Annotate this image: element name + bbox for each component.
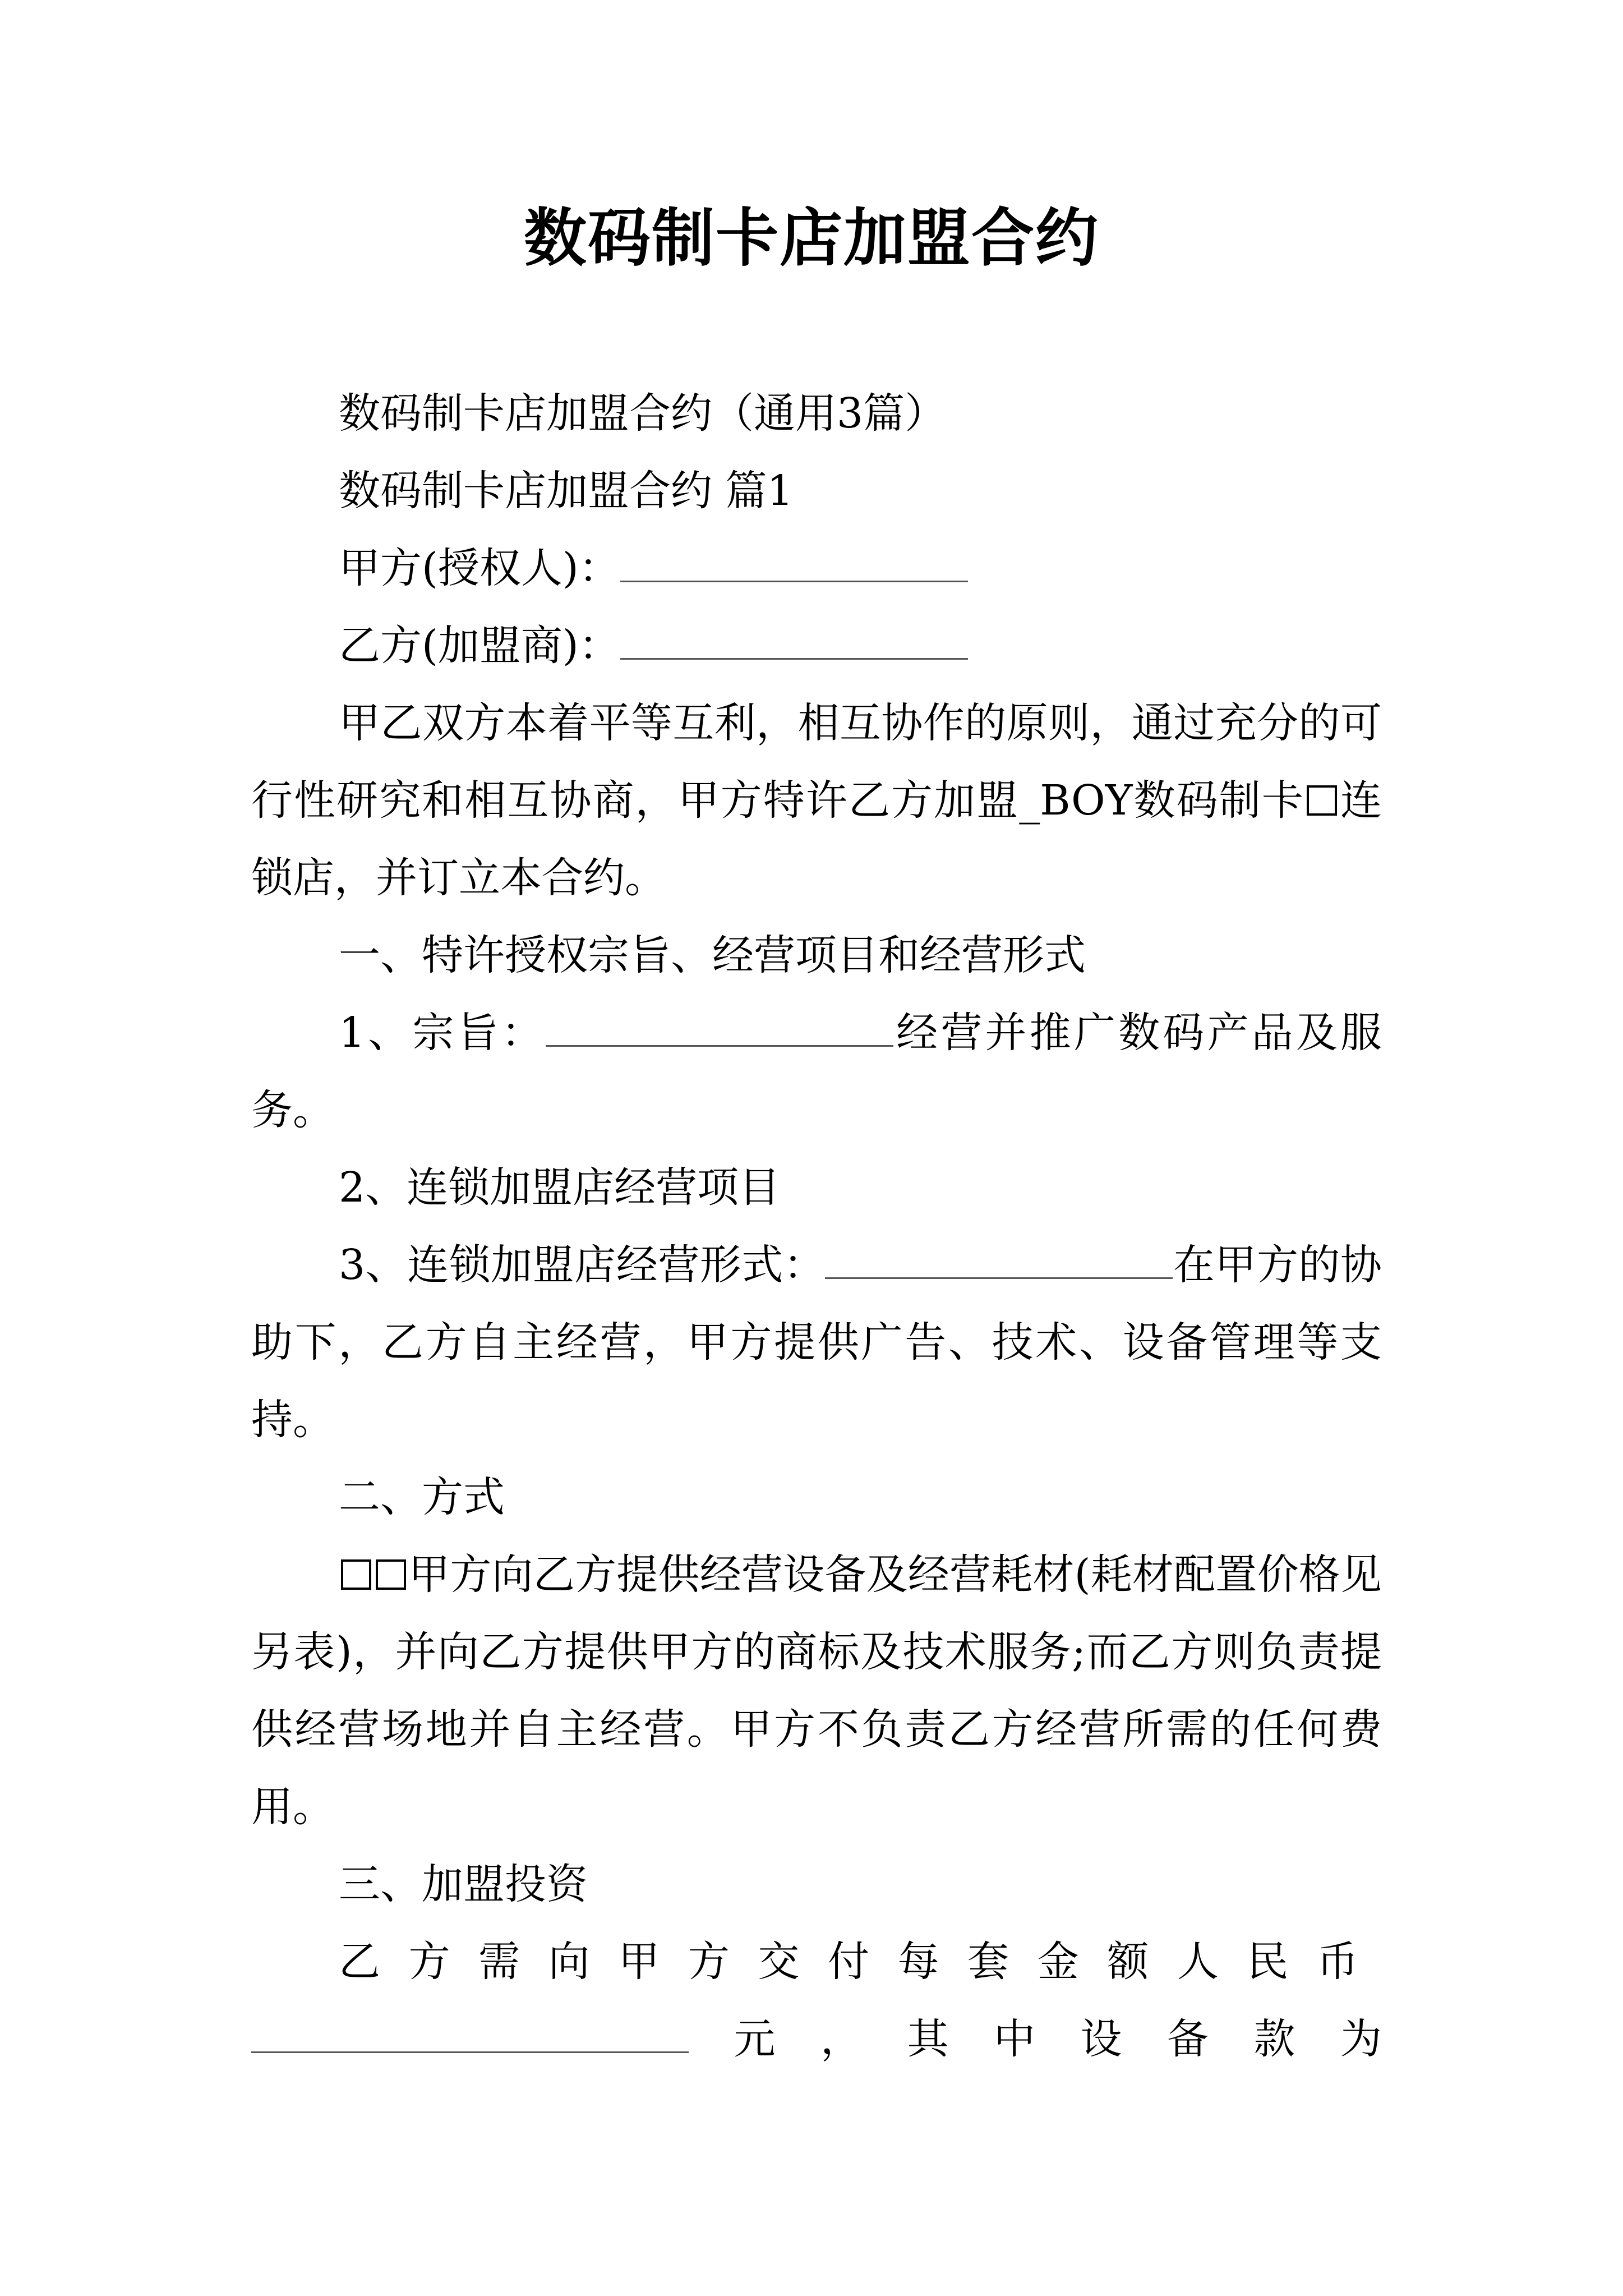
section-1-heading: 一、特许授权宗旨、经营项目和经营形式 [339, 931, 1086, 979]
word-zhong: 中 [994, 2015, 1035, 2063]
party-a-label: 甲方(授权人)： [339, 544, 620, 592]
missing-glyph-box [376, 1559, 406, 1590]
section-3-heading: 三、加盟投资 [339, 1860, 588, 1908]
word-she: 设 [1080, 2015, 1122, 2063]
item-1-paragraph [251, 994, 1382, 1149]
party-b-blank [620, 623, 968, 660]
word-comma: ， [820, 2015, 862, 2063]
page-title: 数码制卡店加盟合约 [524, 202, 1099, 275]
intro-text-2: 连锁店，并订立本合约。 [251, 776, 1382, 902]
section-2-text: 甲方向乙方提供经营设备及经营耗材(耗材配置价格见另表)，并向乙方提供甲方的商标及技术服务;而乙方则负责提供经营场地并自主经营。甲方不负责乙方经营所需的任何费用。 [251, 1550, 1382, 1831]
missing-glyph-box [341, 1559, 371, 1590]
item-3-blank [825, 1243, 1173, 1279]
word-bei: 备 [1167, 2015, 1209, 2063]
party-b-label: 乙方(加盟商)： [339, 622, 620, 670]
word-yuan: 元 [734, 2015, 776, 2063]
item-3-label: 3、连锁加盟店经营形式： [339, 1241, 826, 1289]
section-3-line-1: 乙方需向甲方交付每套金额人民币 [339, 1938, 1382, 1986]
item-3-paragraph [251, 1226, 1382, 1458]
document-body [251, 375, 1382, 2078]
intro-paragraph [251, 684, 1382, 917]
amount-blank [251, 2017, 689, 2053]
subtitle: 数码制卡店加盟合约（通用3篇） [339, 389, 947, 438]
section-2-paragraph [251, 1536, 1382, 1846]
item-3-text: 在甲方的协助下，乙方自主经营，甲方提供广告、技术、设备管理等支持。 [251, 1241, 1382, 1444]
word-qi: 其 [907, 2015, 949, 2063]
part-heading: 数码制卡店加盟合约 篇1 [339, 467, 794, 515]
item-2: 2、连锁加盟店经营项目 [339, 1163, 781, 1212]
party-a-line [251, 530, 1382, 607]
missing-glyph-box [1307, 785, 1337, 816]
item-1-label: 1、宗旨： [339, 1009, 546, 1057]
item-1-blank [546, 1010, 893, 1047]
word-kuan: 款 [1253, 2015, 1295, 2063]
item-1-text: 经营并推广数码产品及服务。 [251, 1009, 1382, 1134]
word-wei: 为 [1340, 2015, 1382, 2063]
intro-text-1: 甲乙双方本着平等互利，相互协作的原则，通过充分的可行性研究和相互协商，甲方特许乙方加盟_BOY数码制卡 [251, 699, 1382, 825]
section-2-heading: 二、方式 [339, 1473, 505, 1521]
section-3-line-2 [251, 2000, 1382, 2078]
party-b-line [251, 607, 1382, 684]
party-a-blank [620, 546, 968, 582]
